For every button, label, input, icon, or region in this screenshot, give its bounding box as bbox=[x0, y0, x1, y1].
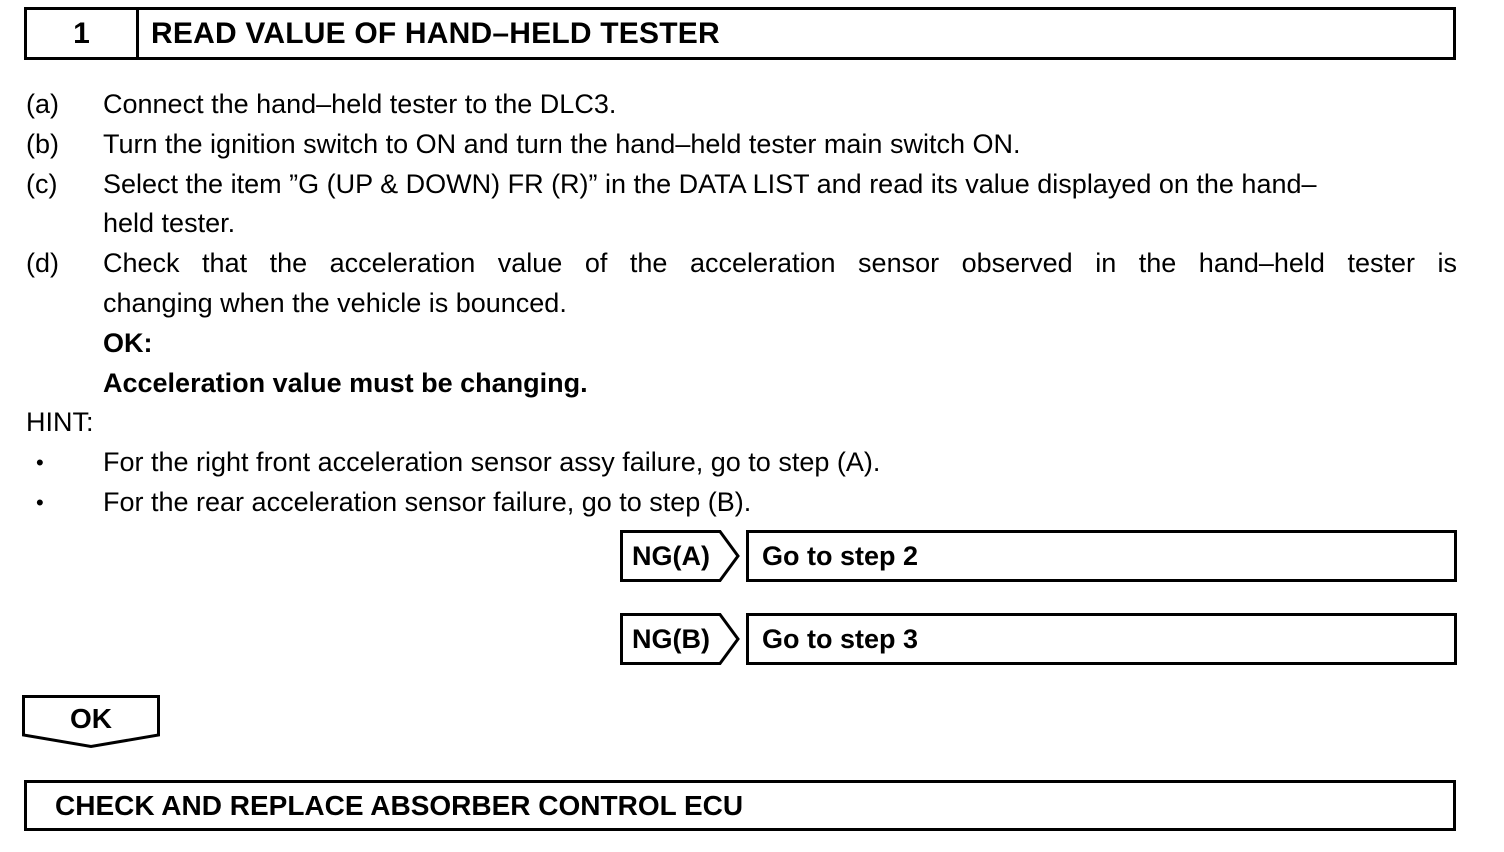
instruction-b-marker: (b) bbox=[26, 129, 59, 159]
go-to-step-2-box: Go to step 2 bbox=[746, 530, 1457, 582]
ok-branch-label: OK bbox=[70, 703, 112, 734]
instruction-d-text-line-1: Check that the acceleration value of the acceleration sensor observed in the hand–held tester is bbox=[103, 248, 1457, 278]
ok-branch-marker bbox=[22, 695, 160, 749]
go-to-step-3-box: Go to step 3 bbox=[746, 613, 1457, 665]
step-title: READ VALUE OF HAND–HELD TESTER bbox=[151, 16, 720, 50]
final-step-box: CHECK AND REPLACE ABSORBER CONTROL ECU bbox=[24, 780, 1456, 831]
instruction-c-text-line-2: held tester. bbox=[103, 208, 236, 238]
ok-criteria-text: Acceleration value must be changing. bbox=[103, 368, 588, 398]
step-number: 1 bbox=[27, 10, 139, 57]
instruction-b-text: Turn the ignition switch to ON and turn the hand–held tester main switch ON. bbox=[103, 129, 1021, 159]
ok-criteria-label: OK: bbox=[103, 328, 153, 358]
hint-label: HINT: bbox=[26, 407, 94, 437]
hint-item-a: For the right front acceleration sensor assy failure, go to step (A). bbox=[103, 447, 881, 477]
instruction-c-marker: (c) bbox=[26, 169, 58, 199]
instruction-d-marker: (d) bbox=[26, 248, 59, 278]
instruction-a-text: Connect the hand–held tester to the DLC3. bbox=[103, 89, 617, 119]
instruction-c-text-line-1: Select the item ”G (UP & DOWN) FR (R)” in the DATA LIST and read its value displayed on the hand– bbox=[103, 169, 1317, 199]
step-header bbox=[24, 7, 1456, 60]
ng-a-marker bbox=[620, 530, 740, 582]
hint-bullet-icon: • bbox=[36, 450, 44, 475]
ng-b-label: NG(B) bbox=[632, 623, 710, 654]
hint-bullet-icon: • bbox=[36, 490, 44, 515]
instruction-d-text-line-2: changing when the vehicle is bounced. bbox=[103, 288, 567, 318]
ng-b-marker bbox=[620, 613, 740, 665]
instruction-a-marker: (a) bbox=[26, 89, 59, 119]
hint-item-b: For the rear acceleration sensor failure, go to step (B). bbox=[103, 487, 752, 517]
ng-a-label: NG(A) bbox=[632, 540, 710, 571]
